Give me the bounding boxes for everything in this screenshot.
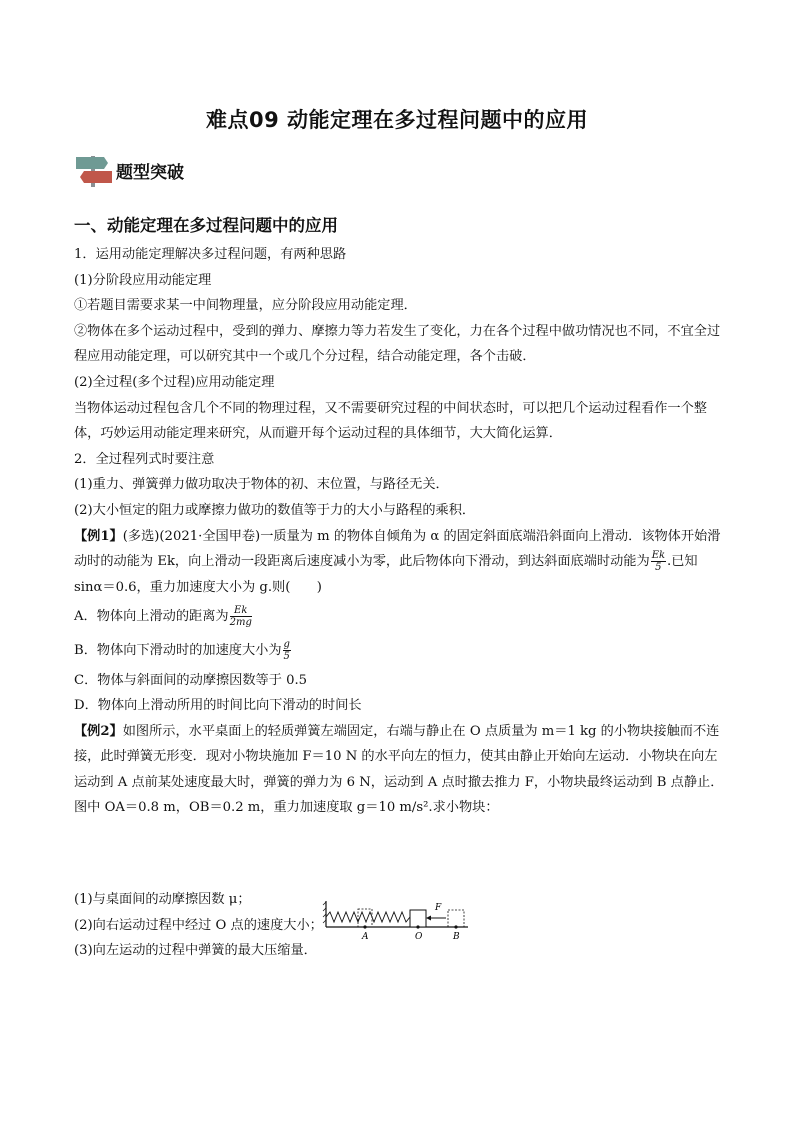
figure-label-a: A bbox=[362, 932, 369, 942]
question-2: (2)向右运动过程中经过 O 点的速度大小； bbox=[74, 917, 323, 933]
spring-block-figure bbox=[322, 897, 472, 943]
option-a: A．物体向上滑动的距离为 $\frac{Ek}{2mg}$ bbox=[74, 605, 252, 629]
figure-label-b: B bbox=[453, 932, 460, 942]
example-2 bbox=[74, 719, 726, 821]
banner-label: 题型突破 bbox=[116, 162, 184, 183]
paragraph: (1)分阶段应用动能定理 bbox=[74, 272, 212, 288]
section-banner bbox=[74, 150, 184, 190]
question-3: (3)向左运动的过程中弹簧的最大压缩量． bbox=[74, 943, 317, 959]
fraction: $\frac{Ek}{5}$ bbox=[651, 550, 666, 574]
example-2-tag: 【例2】 bbox=[74, 723, 123, 739]
paragraph: 1．运用动能定理解决多过程问题，有两种思路 bbox=[74, 247, 347, 262]
option-c: C．物体与斜面间的动摩擦因数等于 0.5 bbox=[74, 672, 308, 688]
paragraph: ②物体在多个运动过程中，受到的弹力、摩擦力等力若发生了变化，力在各个过程中做功情况也不同，不宜全过程应用动能定理，可以研究其中一个或几个分过程，结合动能定理，各个击破． bbox=[74, 323, 721, 365]
paragraph: 当物体运动过程包含几个不同的物理过程，又不需要研究过程的中间状态时，可以把几个运动过程看作一个整体，巧妙运用动能定理来研究，从而避开每个运动过程的具体细节，大大简化运算． bbox=[74, 400, 707, 442]
example-1 bbox=[74, 524, 726, 601]
paragraph: ①若题目需要求某一中间物理量，应分阶段应用动能定理． bbox=[74, 298, 417, 314]
question-1: (1)与桌面间的动摩擦因数 μ； bbox=[74, 892, 251, 908]
paragraph: 2．全过程列式时要注意 bbox=[74, 451, 215, 467]
fraction: $\frac{g}{5}$ bbox=[283, 638, 290, 662]
example-1-tag: 【例1】 bbox=[74, 528, 123, 544]
paragraph: (1)重力、弹簧弹力做功取决于物体的初、末位置，与路径无关． bbox=[74, 477, 449, 493]
body-text bbox=[74, 242, 726, 964]
section-heading: 一、动能定理在多过程问题中的应用 bbox=[74, 216, 338, 235]
fraction: $\frac{Ek}{2mg}$ bbox=[229, 605, 252, 629]
figure-label-o: O bbox=[415, 932, 423, 942]
option-d: D．物体向上滑动所用的时间比向下滑动的时间长 bbox=[74, 698, 362, 714]
paragraph: (2)全过程(多个过程)应用动能定理 bbox=[74, 374, 275, 390]
option-b: B．物体向下滑动时的加速度大小为 $\frac{g}{5}$ bbox=[74, 638, 290, 662]
signpost-icon bbox=[74, 152, 114, 188]
example-1-text-b: .已知 sinα＝0.6，重力加速度大小为 g.则( ) bbox=[74, 554, 698, 595]
figure-spacer bbox=[74, 821, 726, 887]
paragraph: (2)大小恒定的阻力或摩擦力做功的数值等于力的大小与路程的乘积． bbox=[74, 502, 476, 518]
figure-label-f: F bbox=[435, 903, 442, 913]
example-2-text: 如图所示，水平桌面上的轻质弹簧左端固定，右端与静止在 O 点质量为 m＝1 kg 的小物块接触而不连接，此时弹簧无形变．现对小物块施加 F＝10 N 的水平向左的恒力，使其由静止开始向左运动．小物块在向左运动到 A 点前某处速度最大时，弹簧的弹力为 6 N，运动到 A 点时撤去推力 F，小物块最终运动到 B 点静止．图中 OA＝0.8 m，OB＝0.2 m，重力加速度取 g＝10 m/s².求小物块： bbox=[74, 723, 724, 816]
page-title: 难点09 动能定理在多过程问题中的应用 bbox=[205, 108, 589, 132]
example-1-text-a: (多选)(2021·全国甲卷)一质量为 m 的物体自倾角为 α 的固定斜面底端沿斜面向上滑动．该物体开始滑动时的动能为 Ek，向上滑动一段距离后速度减小为零，此后物体向下滑动，到达斜面底端时动能为 bbox=[74, 528, 721, 570]
